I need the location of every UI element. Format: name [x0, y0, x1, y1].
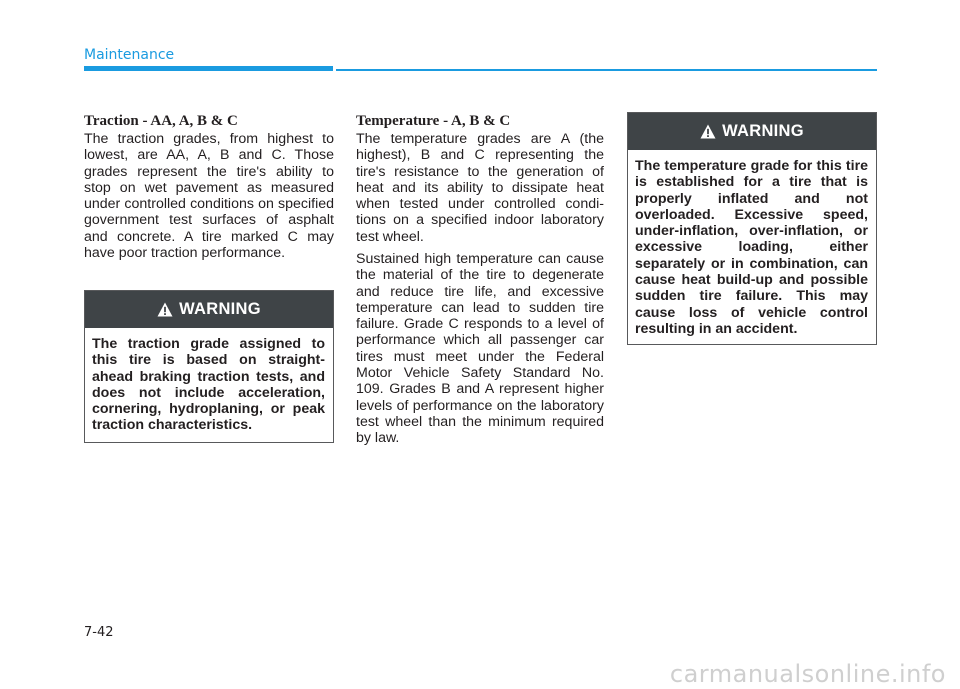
warning-triangle-icon [157, 302, 173, 317]
header-rule-thick [84, 66, 333, 71]
temperature-paragraph-2: Sustained high temperature can cause the material of the tire to degenerate and reduce tire life, and excessive temperature can lead to sudden tire failure. Grade C responds to a level of performance which all passenger car tires must meet under the Federal Motor Vehicle Safety Standard No. 109. Grades B and A represent higher levels of performance on the laboratory test wheel than the minimum required by law. [356, 251, 604, 447]
warning-title: WARNING [179, 300, 261, 318]
section-title: Maintenance [84, 47, 175, 63]
temperature-warning-box [627, 112, 877, 345]
temperature-heading: Temperature - A, B & C [356, 113, 511, 129]
traction-warning-box [84, 290, 334, 443]
temperature-paragraph-1: The temperature grades are A (the highest), B and C representing the tire's resistance to the generation of heat and its ability to dissipate heat when tested under controlled conditions on a specified indoor laboratory test wheel. [356, 131, 604, 245]
traction-heading: Traction - AA, A, B & C [84, 113, 238, 129]
warning-header [628, 113, 876, 150]
warning-triangle-icon [700, 124, 716, 139]
watermark: carmanualsonline.info [669, 660, 946, 688]
traction-warning-text: The traction grade assigned to this tire is based on straight-ahead braking traction tests, and does not include acceleration, cornering, hydroplaning, or peak traction characteristics. [92, 336, 325, 434]
header-rule-thin [336, 69, 877, 71]
warning-header [85, 291, 333, 328]
temperature-warning-text: The temperature grade for this tire is established for a tire that is properly inflated and not overloaded. Excessive speed, under-inflation, over-inflation, or excessive loading, either separately or in combination, can cause heat build-up and possible sudden tire failure. This may cause loss of vehicle control resulting in an accident. [635, 158, 868, 337]
traction-paragraph: The traction grades, from highest to lowest, are AA, A, B and C. Those grades represent the tire's ability to stop on wet pavement as measured under controlled conditions on specified government test surfaces of asphalt and concrete. A tire marked C may have poor traction performance. [84, 131, 334, 262]
warning-title: WARNING [722, 122, 804, 140]
page-number: 7-42 [84, 625, 114, 640]
